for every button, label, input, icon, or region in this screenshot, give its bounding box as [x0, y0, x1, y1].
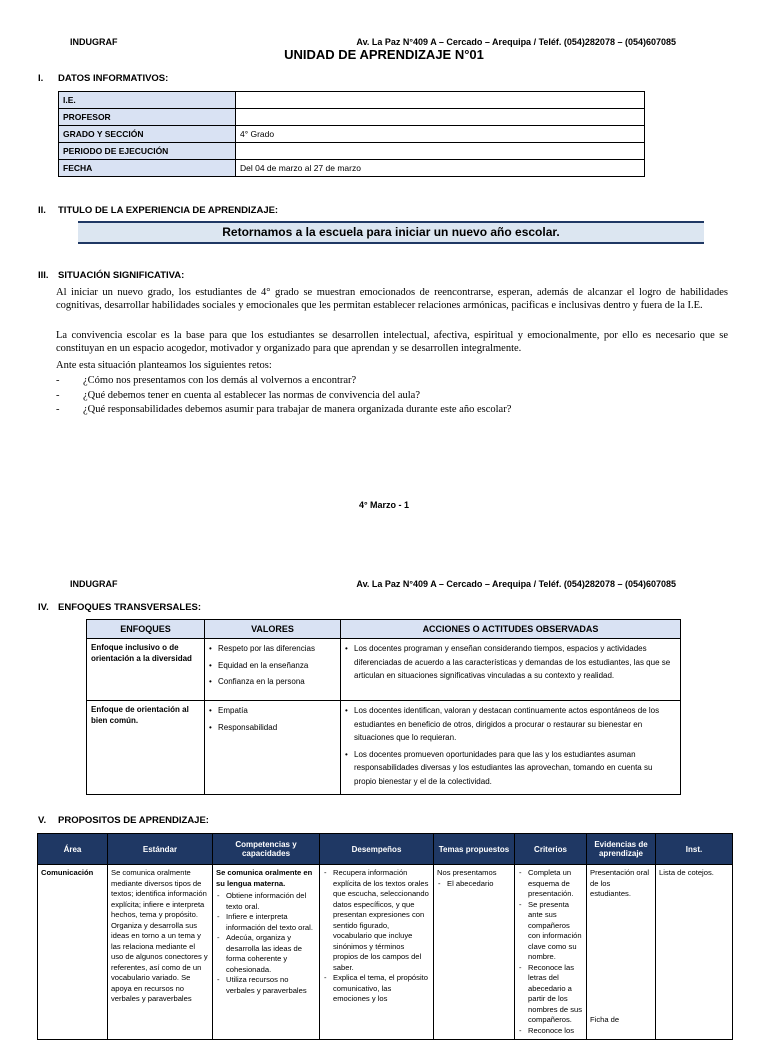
table-row	[87, 701, 681, 795]
list-item: - Infiere e interpreta información del texto oral.	[216, 912, 316, 933]
section-5-heading	[38, 815, 209, 826]
list-item: - Completa un esquema de presentación.	[518, 868, 583, 900]
section-3-title: SITUACIÓN SIGNIFICATIVA:	[58, 270, 185, 281]
enfoques-header-row	[87, 620, 681, 639]
list-item: - Obtiene información del texto oral.	[216, 891, 316, 912]
reto-item	[56, 390, 736, 403]
org-name-page-2: INDUGRAF	[70, 579, 118, 589]
situacion-paragraph-3: Ante esta situación planteamos los siguientes retos:	[56, 360, 272, 371]
section-5-title: PROPOSITOS DE APRENDIZAJE:	[58, 815, 209, 826]
col-header: ENFOQUES	[87, 620, 205, 639]
situacion-paragraph-1: Al iniciar un nuevo grado, los estudiantes de 4° grado se muestran emocionados de reencontrarse, esperan, además de alcanzar el logro de habilidades cognitivas, desarrollar habilidades sociales y emocionales que les permitan establecer relaciones armónicas, pacificas e inclusivas dentro y fuera de la I.E.	[56, 287, 728, 311]
col-header: VALORES	[205, 620, 341, 639]
enfoque-cell: Enfoque de orientación al bien común.	[87, 701, 205, 795]
info-value: Del 04 de marzo al 27 de marzo	[236, 160, 645, 177]
col-header: Inst.	[656, 834, 733, 865]
acciones-cell	[341, 701, 681, 795]
estandar-cell: Se comunica oralmente mediante diversos tipos de textos; identifica información explícita; infiere e interpreta hechos, tema y propósito. Organiza y desarrolla sus ideas en torno a un tema y las relaciona mediante el uso de algunos conectores y referentes, así como de un vocabulario variado. Se apoya en recursos no verbales y paraverbales	[108, 865, 213, 1040]
org-address: Av. La Paz N°409 A – Cercado – Arequipa / Teléf. (054)282078 – (054)607085	[356, 37, 676, 47]
col-header: Área	[38, 834, 108, 865]
info-value	[236, 92, 645, 109]
reto-text: ¿Cómo nos presentamos con los demás al volvernos a encontrar?	[83, 375, 357, 386]
section-4-number: IV.	[38, 602, 49, 613]
experience-title-banner: Retornamos a la escuela para iniciar un nuevo año escolar.	[78, 221, 704, 244]
col-header: Evidencias de aprendizaje	[587, 834, 656, 865]
acciones-cell	[341, 639, 681, 701]
list-item: - Se presenta ante sus compañeros con información clave como su nombre.	[518, 900, 583, 963]
propositos-table	[37, 833, 733, 1040]
org-name: INDUGRAF	[70, 37, 118, 47]
inst-cell: Lista de cotejos.	[656, 865, 733, 1040]
col-header: Criterios	[515, 834, 587, 865]
col-header: Estándar	[108, 834, 213, 865]
list-item: • Confianza en la persona	[209, 675, 336, 689]
info-label: PROFESOR	[59, 109, 236, 126]
list-item: - Reconoce los	[518, 1026, 583, 1037]
situacion-paragraph-2: La convivencia escolar es la base para que los estudiantes se desarrollen intelectual, afectiva, espiritual y emocionalmente, por ello es necesario que se constituyan en un espacio acogedor, motivador y organizado para que aprendan y se desarrollen integralmente.	[56, 330, 728, 354]
evidencia-text-2: Ficha de	[590, 1015, 620, 1024]
list-item: • Los docentes promueven oportunidades para que las y los estudiantes asuman responsabilidades diversas y los estudiantes las aprovechan, tomando en cuenta su propio bienestar y el de la colectividad.	[345, 748, 676, 789]
datos-informativos-table	[58, 91, 645, 177]
section-1-number: I.	[38, 73, 44, 84]
list-item: • Respeto por las diferencias	[209, 642, 336, 656]
temas-cell	[434, 865, 515, 1040]
area-cell: Comunicación	[38, 865, 108, 1040]
info-value	[236, 143, 645, 160]
competencia-title: Se comunica oralmente en su lengua materna.	[216, 868, 313, 888]
evidencia-text: Presentación oral de los estudiantes.	[590, 868, 650, 898]
temas-intro: Nos presentamos	[437, 868, 497, 877]
list-item: • Responsabilidad	[209, 721, 336, 735]
info-label: GRADO Y SECCIÓN	[59, 126, 236, 143]
list-item: • Equidad en la enseñanza	[209, 659, 336, 673]
reto-item	[56, 404, 736, 417]
reto-dash: -	[56, 404, 60, 415]
competencias-cell	[213, 865, 320, 1040]
propositos-header-row	[38, 834, 733, 865]
col-header: Temas propuestos	[434, 834, 515, 865]
list-item: - Reconoce las letras del abecedario a partir de los nombres de sus compañeros.	[518, 963, 583, 1026]
info-row	[59, 92, 645, 109]
org-address-page-2: Av. La Paz N°409 A – Cercado – Arequipa / Teléf. (054)282078 – (054)607085	[356, 579, 676, 589]
info-row	[59, 126, 645, 143]
info-value: 4° Grado	[236, 126, 645, 143]
info-value	[236, 109, 645, 126]
info-label: FECHA	[59, 160, 236, 177]
list-item: - Utiliza recursos no verbales y paraverbales	[216, 975, 316, 996]
section-2-title: TITULO DE LA EXPERIENCIA DE APRENDIZAJE:	[58, 205, 279, 216]
list-item: • Empatía	[209, 704, 336, 718]
section-3-heading	[38, 270, 184, 281]
section-1-heading	[38, 73, 168, 84]
valores-cell	[205, 701, 341, 795]
col-header: Competencias y capacidades	[213, 834, 320, 865]
section-3-number: III.	[38, 270, 49, 281]
reto-item	[56, 375, 736, 388]
reto-dash: -	[56, 389, 60, 401]
info-row	[59, 109, 645, 126]
reto-text: ¿Qué responsabilidades debemos asumir para trabajar de manera organizada durante este año escolar?	[83, 404, 512, 415]
col-header: ACCIONES O ACTITUDES OBSERVADAS	[341, 620, 681, 639]
section-4-title: ENFOQUES TRANSVERSALES:	[58, 602, 202, 613]
enfoque-cell: Enfoque inclusivo o de orientación a la diversidad	[87, 639, 205, 701]
list-item: • Los docentes identifican, valoran y destacan continuamente actos espontáneos de los estudiantes en beneficio de otros, dirigidos a procurar o restaurar su bienestar en situaciones que lo requieran.	[345, 704, 676, 745]
section-4-heading	[38, 602, 201, 613]
info-label: PERIODO DE EJECUCIÓN	[59, 143, 236, 160]
page-footer: 4° Marzo - 1	[358, 500, 410, 510]
table-row	[87, 639, 681, 701]
table-row	[38, 865, 733, 1040]
valores-cell	[205, 639, 341, 701]
list-item: - Explica el tema, el propósito comunicativo, las emociones y los	[323, 973, 430, 1005]
section-5-number: V.	[38, 815, 47, 826]
info-label: I.E.	[59, 92, 236, 109]
section-2-heading	[38, 205, 278, 216]
page-title: UNIDAD DE APRENDIZAJE N°01	[284, 47, 484, 62]
reto-dash: -	[56, 375, 60, 386]
retos-list	[56, 375, 736, 417]
reto-text: ¿Qué debemos tener en cuenta al establecer las normas de convivencia del aula?	[83, 389, 421, 401]
list-item: - Adecúa, organiza y desarrolla las ideas de forma coherente y cohesionada.	[216, 933, 316, 975]
col-header: Desempeños	[320, 834, 434, 865]
enfoques-table	[86, 619, 681, 795]
section-2-number: II.	[38, 205, 46, 216]
section-1-title: DATOS INFORMATIVOS:	[58, 73, 169, 84]
list-item: - Recupera información explícita de los textos orales que escucha, seleccionando datos específicos, y que presentan expresiones con sentido figurado, vocabulario que incluye sinónimos y términos propios de los campos del saber.	[323, 868, 430, 973]
info-row	[59, 160, 645, 177]
desempenos-cell	[320, 865, 434, 1040]
list-item: - El abecedario	[437, 879, 511, 890]
evidencias-cell	[587, 865, 656, 1040]
list-item: • Los docentes programan y enseñan considerando tiempos, espacios y actividades diferenciadas de acuerdo a las características y demandas de los estudiantes, las que se articulan en situaciones significativas vinculadas a su contexto y realidad.	[345, 642, 676, 683]
criterios-cell	[515, 865, 587, 1040]
info-row	[59, 143, 645, 160]
